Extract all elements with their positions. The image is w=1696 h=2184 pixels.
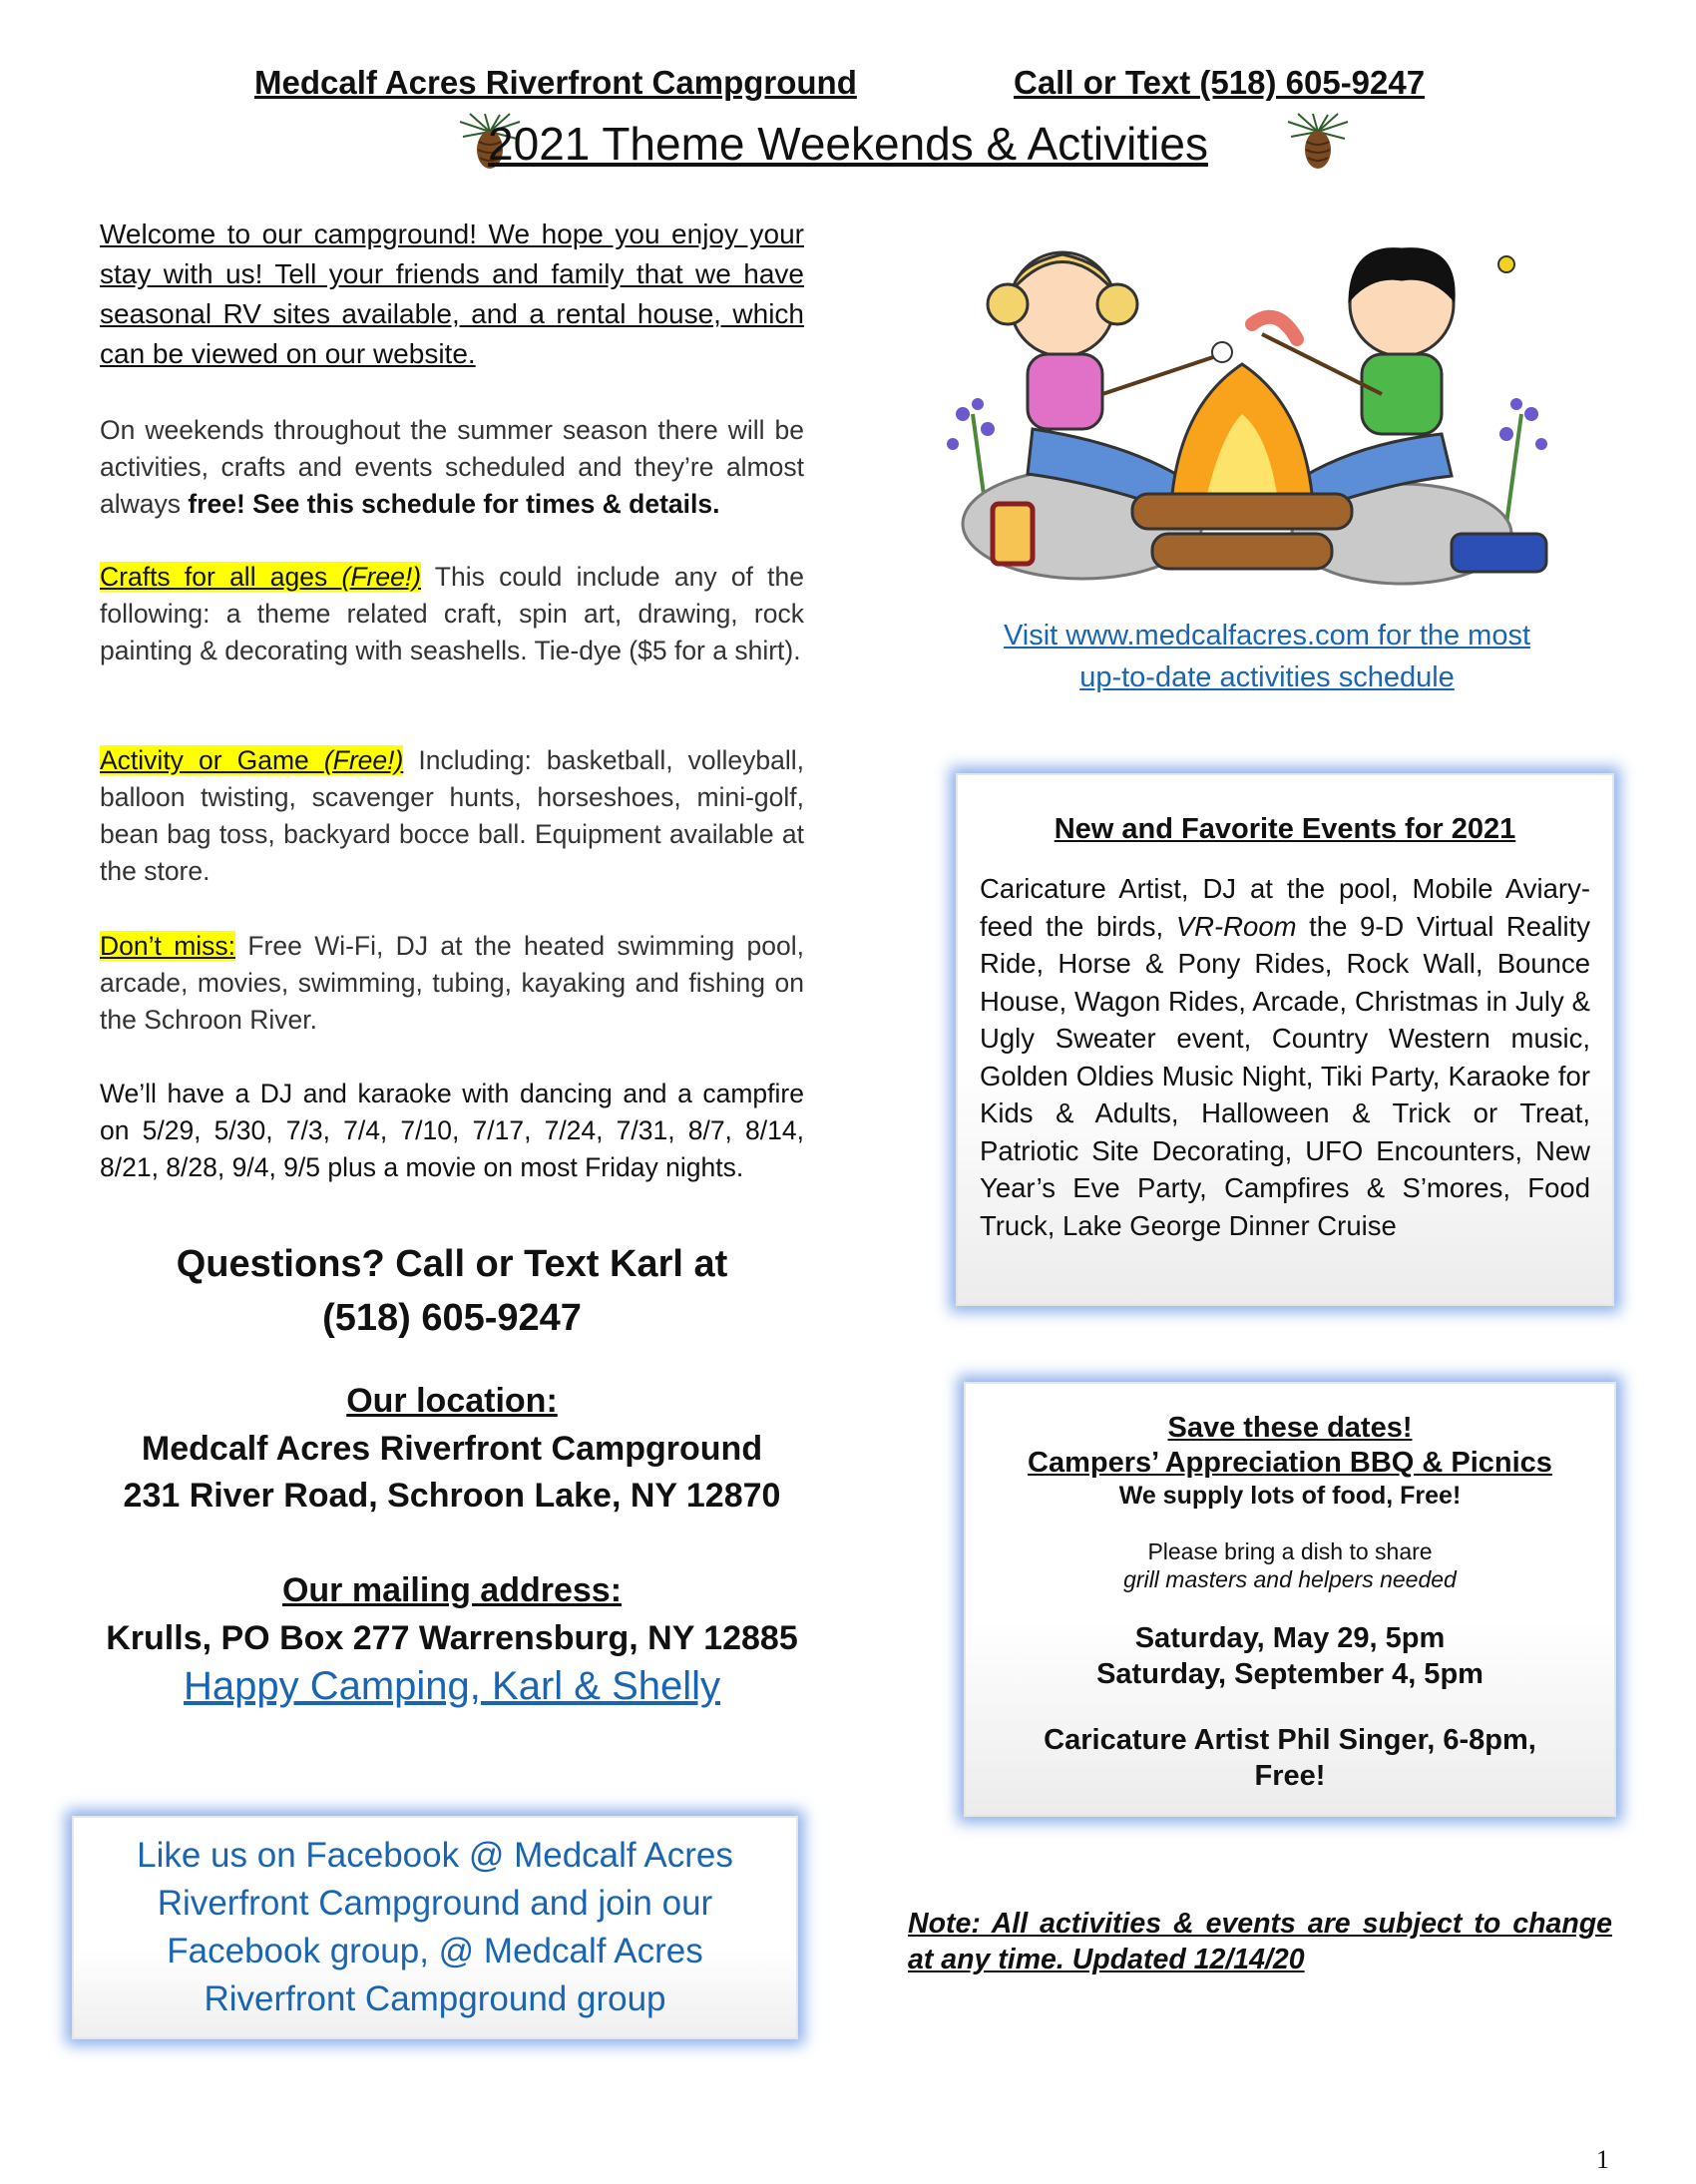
- mailing-address: Krulls, PO Box 277 Warrensburg, NY 12885: [106, 1619, 798, 1657]
- website-link[interactable]: Visit www.medcalfacres.com for the most up-to-date activities schedule: [1003, 620, 1531, 693]
- pinecone-icon: [1283, 112, 1353, 172]
- caricature-line-1: Caricature Artist Phil Singer, 6-8pm,: [1044, 1724, 1536, 1756]
- dont-miss-text: Free Wi-Fi, DJ at the heated swimming pool, arcade, movies, swimming, tubing, kayaking and fishing on the Schroon River.: [100, 931, 804, 1035]
- activity-paragraph: [100, 742, 804, 890]
- dish-line: Please bring a dish to share: [1147, 1538, 1433, 1564]
- facebook-text[interactable]: Like us on Facebook @ Medcalf Acres Riverfront Campground and join our Facebook group, @ Medcalf Acres Riverfront Campground group: [137, 1836, 733, 2018]
- page-number: 1: [1596, 2145, 1609, 2174]
- activity-text: Including: basketball, volleyball, balloon twisting, scavenger hunts, horseshoes, mini-golf, bean bag toss, backyard bocce ball. Equipment available at the store.: [100, 745, 804, 886]
- campfire-kids-illustration: [933, 244, 1561, 609]
- weekends-text: On weekends throughout the summer season there will be activities, crafts and events scheduled and they’re almost always: [100, 415, 804, 519]
- subject-to-change-note: Note: All activities & events are subject to change at any time. Updated 12/14/20: [908, 1908, 1612, 1975]
- location-heading: Our location:: [346, 1382, 558, 1420]
- grill-line: grill masters and helpers needed: [1123, 1566, 1457, 1592]
- crafts-label: Crafts for all ages (Free!): [100, 562, 422, 592]
- location-name: Medcalf Acres Riverfront Campground: [141, 1430, 763, 1468]
- happy-camping-link[interactable]: Happy Camping, Karl & Shelly: [183, 1664, 721, 1708]
- dont-miss-label: Don’t miss:: [100, 931, 236, 961]
- activity-label: Activity or Game (Free!): [100, 745, 404, 775]
- food-line: We supply lots of food, Free!: [1118, 1482, 1462, 1510]
- events-heading: New and Favorite Events for 2021: [1054, 813, 1516, 845]
- location-address: 231 River Road, Schroon Lake, NY 12870: [123, 1477, 781, 1515]
- save-dates-box: [964, 1382, 1616, 1817]
- weekends-paragraph: [100, 412, 804, 523]
- dont-miss-paragraph: [100, 928, 804, 1039]
- events-box: [956, 773, 1614, 1306]
- bbq-date-1: Saturday, May 29, 5pm: [1134, 1622, 1446, 1654]
- bbq-heading: Campers’ Appreciation BBQ & Picnics: [1028, 1447, 1552, 1479]
- crafts-text: This could include any of the following: a theme related craft, spin art, drawing, rock painting & decorating with seashells. Tie-dye ($5 for a shirt).: [100, 562, 804, 665]
- call-text-phone: Call or Text (518) 605-9247: [1014, 64, 1426, 101]
- crafts-paragraph: [100, 559, 804, 669]
- caricature-line-2: Free!: [1254, 1760, 1326, 1792]
- campground-name: Medcalf Acres Riverfront Campground: [254, 64, 857, 101]
- save-heading: Save these dates!: [1167, 1412, 1413, 1444]
- facebook-box: [72, 1816, 798, 2039]
- bbq-date-2: Saturday, September 4, 5pm: [1096, 1658, 1484, 1690]
- events-text: Caricature Artist, DJ at the pool, Mobile Aviary-feed the birds, VR-Room the 9-D Virtual Reality Ride, Horse & Pony Rides, Rock Wall, Bounce House, Wagon Rides, Arcade, Christmas in July & Ugly Sweater event, Country Western music, Golden Oldies Music Night, Tiki Party, Karaoke for Kids & Adults, Halloween & Trick or Treat, Patriotic Site Decorating, UFO Encounters, New Year’s Eve Party, Campfires & S’mores, Food Truck, Lake George Dinner Cruise: [980, 873, 1590, 1241]
- page-title: 2021 Theme Weekends & Activities: [488, 118, 1208, 170]
- welcome-paragraph: Welcome to our campground! We hope you enjoy your stay with us! Tell your friends and family that we have seasonal RV sites available, and a rental house, which can be viewed on our website.: [100, 218, 804, 369]
- questions-heading: Questions? Call or Text Karl at (518) 605-9247: [176, 1243, 728, 1339]
- weekends-bold: free! See this schedule for times & details.: [188, 489, 720, 519]
- mailing-heading: Our mailing address:: [281, 1571, 623, 1609]
- dj-schedule-paragraph: We’ll have a DJ and karaoke with dancing and a campfire on 5/29, 5/30, 7/3, 7/4, 7/10, 7/17, 7/24, 7/31, 8/7, 8/14, 8/21, 8/28, 9/4, 9/5 plus a movie on most Friday nights.: [100, 1079, 804, 1182]
